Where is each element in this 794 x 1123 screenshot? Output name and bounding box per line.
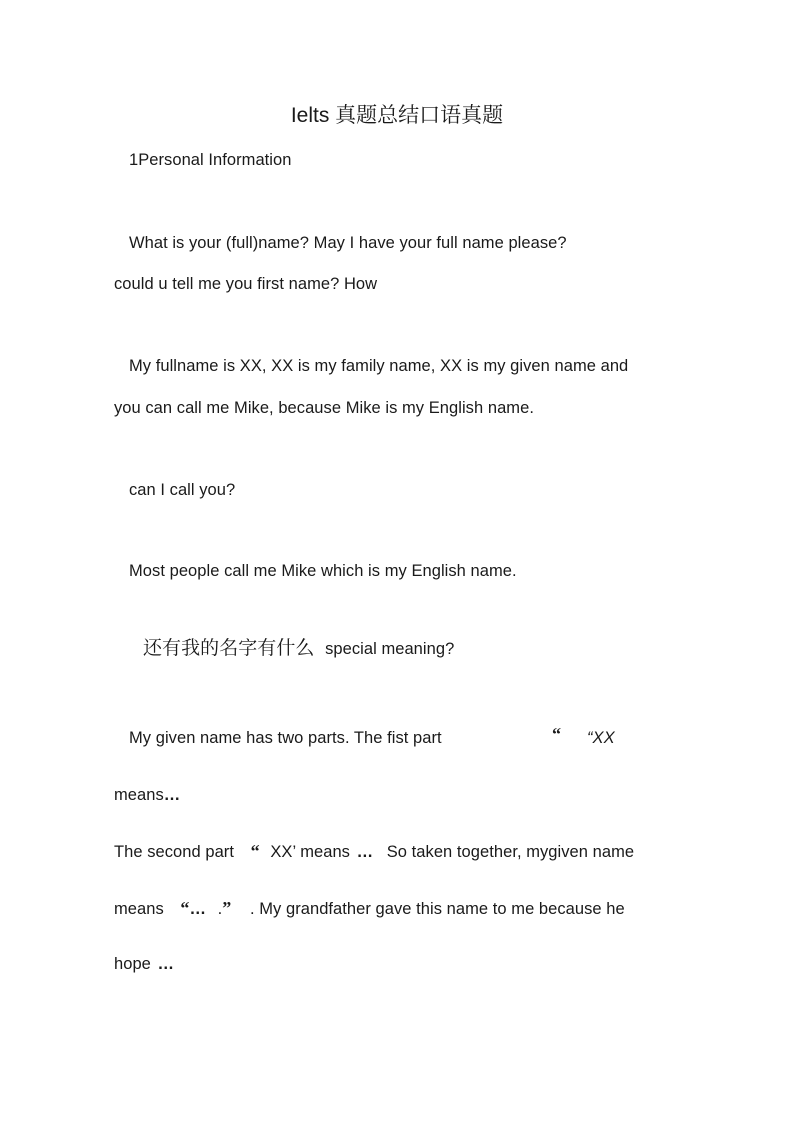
answer-meaning-line-4-pre: means	[114, 900, 164, 918]
answer-meaning-line-4	[114, 898, 625, 919]
answer-meaning-line-1-xx: “XX	[587, 729, 615, 747]
answer-meaning-line-4-open-quote: “	[180, 898, 190, 918]
question-name-meaning-en: special meaning?	[325, 640, 455, 658]
answer-meaning-line-4-dot: .	[217, 900, 223, 918]
ellipsis: …	[163, 786, 182, 804]
question-name-line-1: What is your (full)name? May I have your full name please?	[129, 234, 567, 252]
answer-meaning-line-1: My given name has two parts. The fist part	[129, 729, 442, 747]
answer-call-you: Most people call me Mike which is my English name.	[129, 562, 517, 580]
answer-meaning-line-3-post: So taken together, mygiven name	[386, 843, 635, 861]
ellipsis: …	[157, 955, 176, 973]
answer-meaning-line-3-mid: XX’ means	[270, 843, 350, 861]
section-heading: 1Personal Information	[129, 151, 292, 169]
answer-meaning-line-4-close-quote: ”	[222, 898, 232, 918]
ellipsis: …	[189, 900, 207, 918]
answer-meaning-line-3-quote: “	[250, 841, 260, 861]
question-name-line-2: could u tell me you first name? How	[114, 275, 378, 293]
ellipsis: …	[356, 843, 375, 861]
question-name-meaning	[143, 638, 454, 659]
document-title: Ielts 真题总结口语真题	[290, 104, 504, 127]
answer-meaning-line-2-text: means	[114, 786, 164, 804]
answer-meaning-line-1-quote: “	[552, 724, 562, 744]
answer-meaning-line-2	[114, 785, 181, 805]
question-call-you: can I call you?	[129, 481, 236, 499]
answer-meaning-line-5-text: hope	[114, 955, 151, 973]
answer-meaning-line-3-pre: The second part	[114, 843, 234, 861]
answer-meaning-line-3	[114, 841, 634, 862]
answer-name-line-2: you can call me Mike, because Mike is my English name.	[114, 399, 534, 417]
answer-name-line-1: My fullname is XX, XX is my family name, XX is my given name and	[129, 357, 629, 375]
answer-meaning-line-5	[114, 954, 175, 974]
question-name-meaning-cn: 还有我的名字有什么	[143, 637, 315, 659]
answer-meaning-line-4-post: . My grandfather gave this name to me because he	[249, 900, 625, 918]
